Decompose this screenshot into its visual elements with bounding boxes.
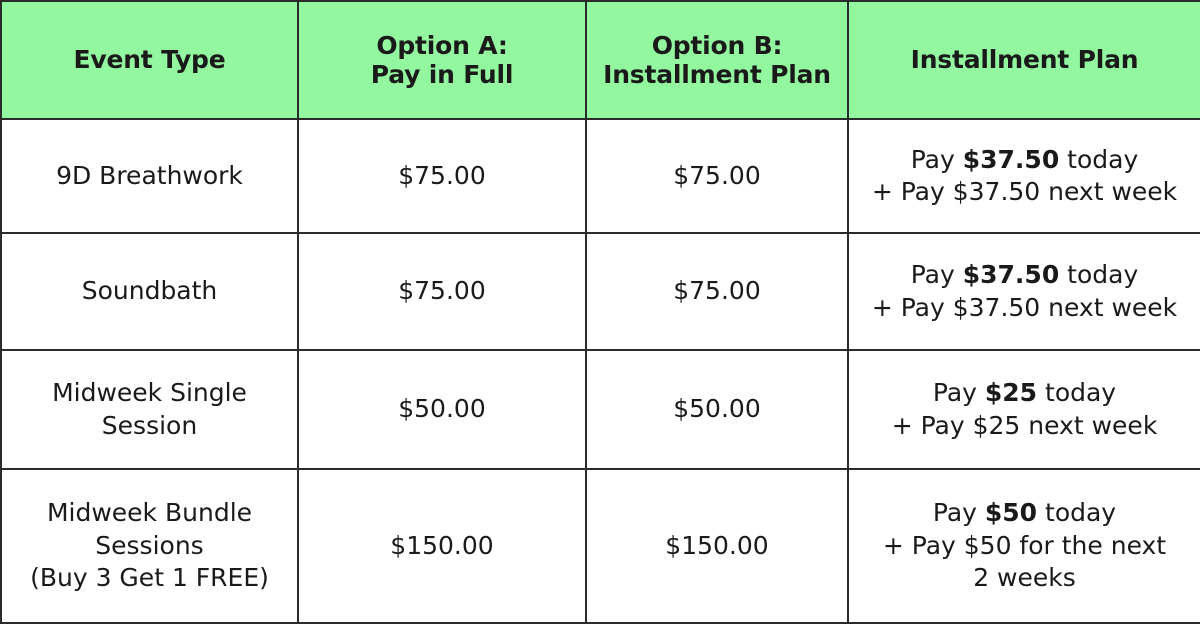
cell-event-type [1, 469, 298, 623]
installment-plan-line-3: 2 weeks [973, 563, 1076, 593]
event-type-line-1: 9D Breathwork [56, 160, 243, 190]
cell-installment-total: $50.00 [586, 350, 848, 469]
installment-plan-amount: $37.50 [962, 144, 1060, 174]
column-header-option-a-line-1: Option A: [376, 30, 508, 60]
event-type-line-3: (Buy 3 Get 1 FREE) [30, 563, 269, 593]
cell-installment-plan [848, 233, 1200, 350]
installment-plan-amount: $50 [984, 498, 1038, 528]
installment-plan-amount: $25 [984, 378, 1038, 407]
event-type-line-1: Midweek Bundle [46, 498, 253, 528]
cell-installment-plan [848, 119, 1200, 233]
column-header-option-b [586, 1, 848, 119]
table-row [1, 233, 1200, 350]
table-body [1, 119, 1200, 623]
cell-pay-in-full: $75.00 [298, 119, 586, 233]
cell-event-type [1, 233, 298, 350]
event-type-line-2: Sessions [95, 530, 204, 560]
table-row [1, 469, 1200, 623]
installment-plan-suffix: today [1037, 498, 1117, 528]
installment-plan-prefix: Pay [932, 378, 985, 407]
column-header-installment-plan [848, 1, 1200, 119]
installment-plan-line-2: + Pay $25 next week [891, 410, 1158, 440]
column-header-event-type-line-1: Event Type [73, 45, 226, 75]
cell-pay-in-full: $50.00 [298, 350, 586, 469]
installment-plan-prefix: Pay [910, 260, 963, 289]
event-type-line-1: Soundbath [81, 276, 218, 306]
event-type-line-1: Midweek Single [52, 378, 247, 407]
installment-plan-prefix: Pay [910, 144, 963, 174]
column-header-option-a-line-2: Pay in Full [370, 60, 514, 89]
installment-plan-line-2: + Pay $50 for the next [882, 530, 1167, 560]
cell-installment-plan [848, 469, 1200, 623]
table-header [1, 1, 1200, 119]
cell-installment-total: $150.00 [586, 469, 848, 623]
installment-plan-line-2: + Pay $37.50 next week [871, 292, 1178, 322]
cell-installment-plan [848, 350, 1200, 469]
event-type-line-2: Session [101, 410, 198, 440]
installment-plan-prefix: Pay [932, 498, 985, 528]
installment-plan-suffix: today [1059, 144, 1139, 174]
column-header-option-a [298, 1, 586, 119]
installment-plan-line-1 [859, 144, 1190, 177]
cell-installment-total: $75.00 [586, 119, 848, 233]
installment-plan-amount: $37.50 [962, 260, 1060, 289]
column-header-option-b-line-1: Option B: [651, 30, 783, 60]
installment-plan-line-1 [859, 377, 1190, 410]
table-row [1, 119, 1200, 233]
table-row [1, 350, 1200, 469]
column-header-option-b-line-2: Installment Plan [603, 60, 831, 89]
column-header-installment-plan-line-1: Installment Plan [910, 45, 1139, 75]
table-header-row [1, 1, 1200, 119]
cell-pay-in-full: $150.00 [298, 469, 586, 623]
cell-event-type [1, 119, 298, 233]
cell-installment-total: $75.00 [586, 233, 848, 350]
cell-pay-in-full: $75.00 [298, 233, 586, 350]
column-header-event-type [1, 1, 298, 119]
installment-plan-suffix: today [1037, 378, 1117, 407]
installment-plan-line-1 [859, 259, 1190, 292]
installment-plan-suffix: today [1059, 260, 1139, 289]
cell-event-type [1, 350, 298, 469]
installment-plan-line-2: + Pay $37.50 next week [871, 177, 1178, 206]
installment-plan-line-1 [859, 497, 1190, 530]
